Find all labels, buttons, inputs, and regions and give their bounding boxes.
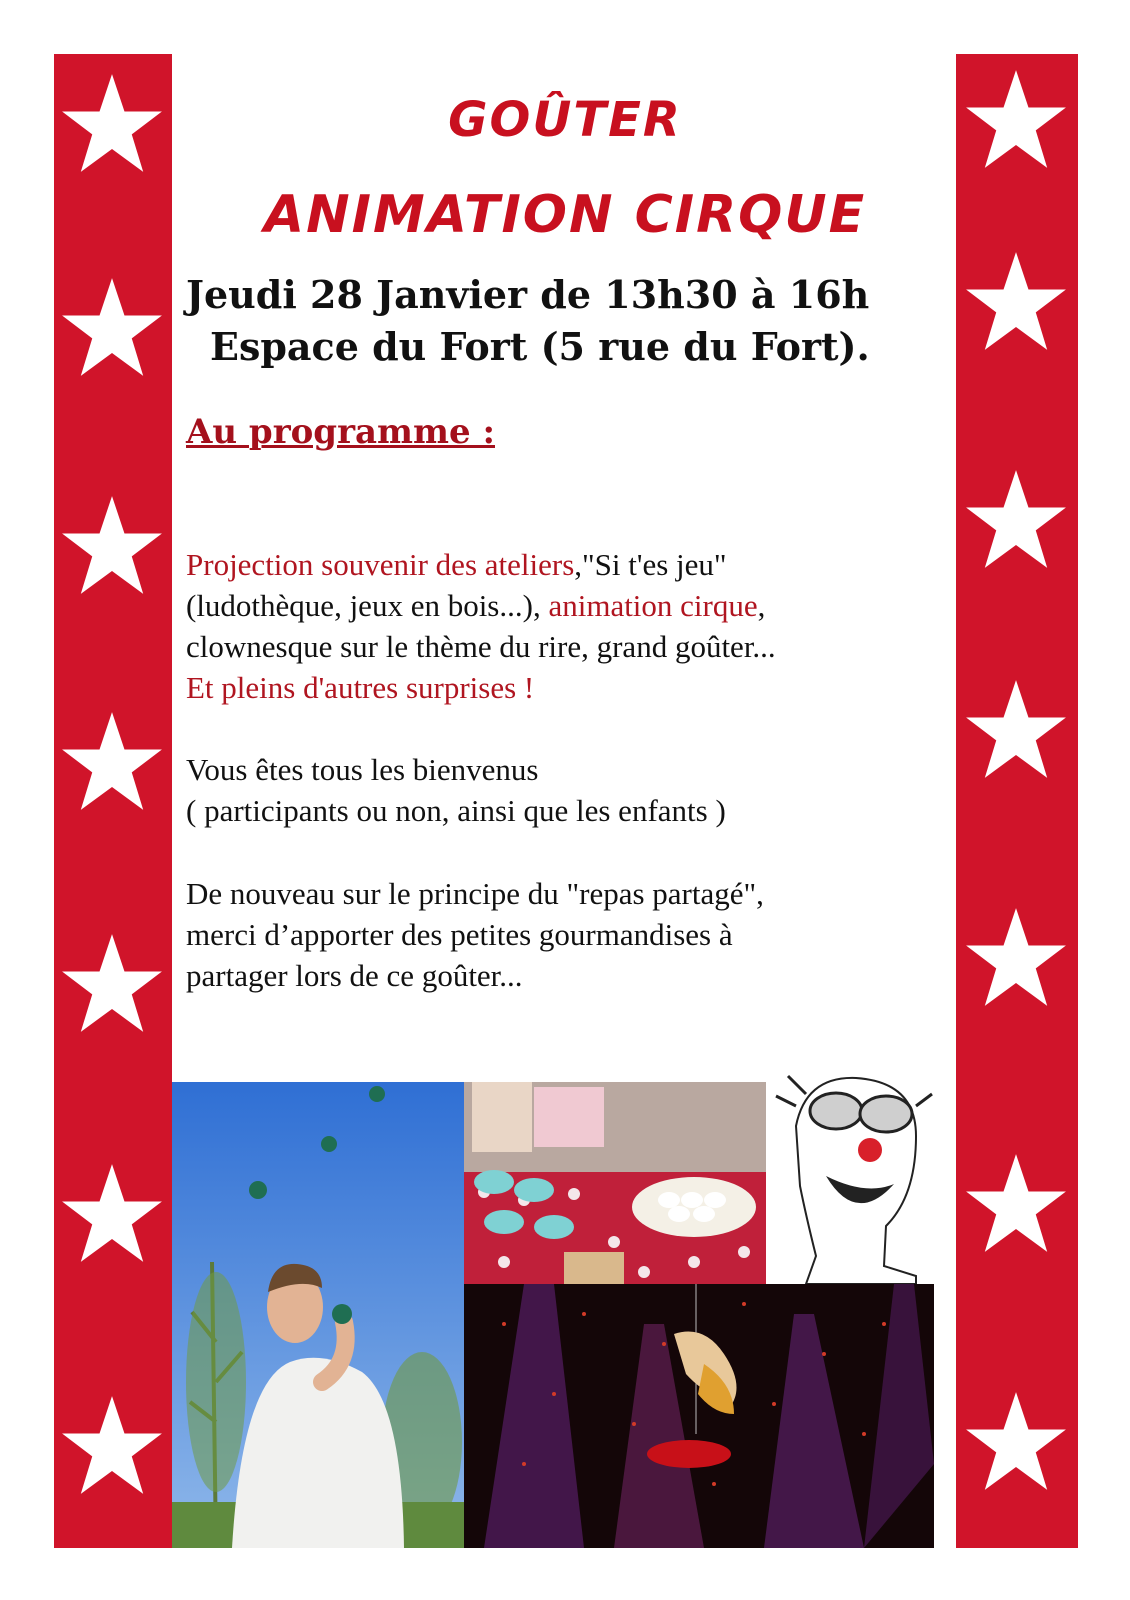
star-icon [58, 276, 166, 380]
star-icon [962, 1152, 1070, 1256]
shared-meal-paragraph [186, 873, 948, 996]
star-icon [58, 1162, 166, 1266]
welcome-paragraph [186, 749, 948, 831]
program-line-2 [186, 585, 948, 626]
star-icon [962, 906, 1070, 1010]
star-icon [58, 710, 166, 814]
star-icon [962, 68, 1070, 172]
shared-meal-line-2: merci d’apporter des petites gourmandises à [186, 917, 733, 952]
highlight-surprises: Et pleins d'autres surprises ! [186, 670, 535, 705]
shared-meal-line-1: De nouveau sur le principe du "repas partagé", [186, 876, 764, 911]
star-icon [58, 494, 166, 598]
text-ludotheque: (ludothèque, jeux en bois...), [186, 588, 549, 623]
star-icon [962, 468, 1070, 572]
highlight-animation-cirque: animation cirque [548, 588, 758, 623]
text-si-tes-jeu: ,"Si t'es jeu" [574, 547, 727, 582]
event-date: Jeudi 28 Janvier de 13h30 à 16h [186, 272, 870, 317]
program-line-3: clownesque sur le thème du rire, grand goûter... [186, 629, 776, 664]
buffet-photo [464, 1082, 766, 1284]
star-icon [58, 932, 166, 1036]
program-paragraph [186, 544, 948, 708]
event-location: Espace du Fort (5 rue du Fort). [210, 324, 870, 369]
welcome-line-2: ( participants ou non, ainsi que les enfants ) [186, 793, 726, 828]
right-star-border [956, 54, 1078, 1548]
star-icon [58, 1394, 166, 1498]
left-star-border [54, 54, 172, 1548]
acrobat-photo [464, 1284, 934, 1548]
star-icon [58, 72, 166, 176]
highlight-projection: Projection souvenir des ateliers [186, 547, 575, 582]
text-comma: , [757, 588, 766, 623]
poster-title-gouter: GOÛTER [448, 92, 682, 148]
clown-drawing [766, 1066, 934, 1284]
welcome-line-1: Vous êtes tous les bienvenus [186, 752, 539, 787]
shared-meal-line-3: partager lors de ce goûter... [186, 958, 523, 993]
program-line-1 [186, 544, 948, 585]
star-icon [962, 1390, 1070, 1494]
juggler-photo [172, 1082, 464, 1548]
poster-title-cirque: ANIMATION CIRQUE [263, 185, 867, 245]
program-heading: Au programme : [186, 412, 495, 452]
star-icon [962, 678, 1070, 782]
